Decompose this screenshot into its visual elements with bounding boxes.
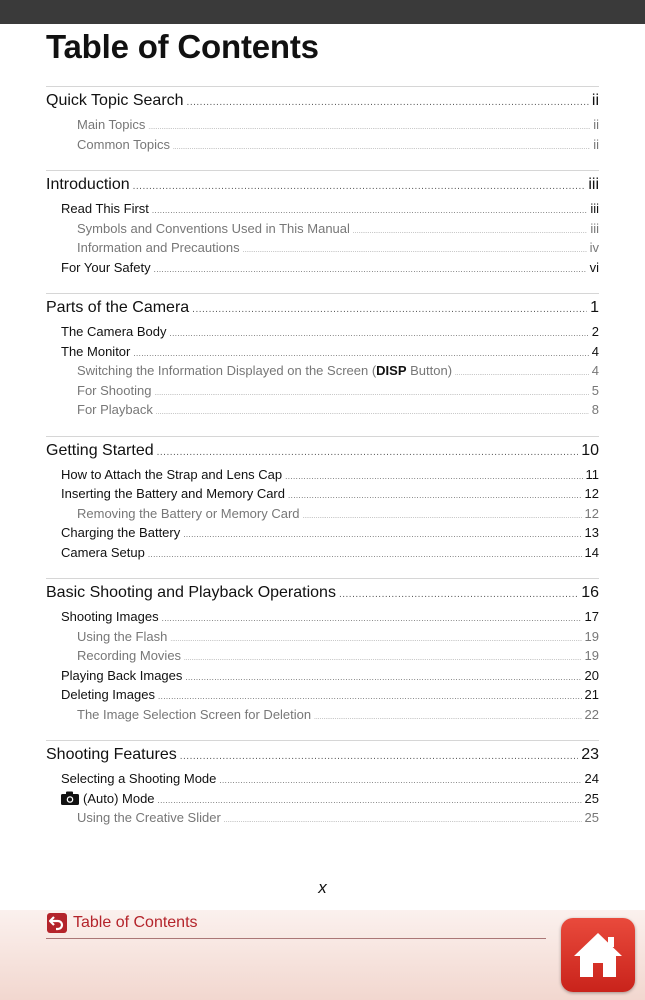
dot-leader xyxy=(285,472,582,481)
dot-leader xyxy=(183,530,581,539)
toc-entry[interactable] xyxy=(46,201,599,221)
toc-entry-label: Inserting the Battery and Memory Card xyxy=(61,486,285,501)
camera-icon xyxy=(61,791,79,805)
toc-entry-page: 19 xyxy=(584,648,599,663)
dot-leader xyxy=(219,776,581,785)
dot-leader xyxy=(192,304,587,315)
dot-leader xyxy=(133,181,586,192)
home-icon xyxy=(568,925,628,985)
toc-entry-label: Camera Setup xyxy=(61,544,145,560)
toc-entry-page: iii xyxy=(588,176,599,193)
dot-leader xyxy=(455,371,589,377)
toc-entry-page: 10 xyxy=(581,441,599,459)
toc-entry-label: Deleting Images xyxy=(61,687,155,702)
toc-entry-label xyxy=(77,363,452,378)
toc-entry-label: Information and Precautions xyxy=(77,240,240,255)
toc-entry-label: Using the Creative Slider xyxy=(77,810,221,825)
toc-entry-label: How to Attach the Strap and Lens Cap xyxy=(61,466,283,482)
toc-section xyxy=(46,293,599,422)
toc-entry[interactable] xyxy=(46,363,599,383)
toc-entry-label: The Image Selection Screen for Deletion xyxy=(77,706,312,722)
toc-entry-page: 19 xyxy=(584,628,599,644)
toc-entry-text: Switching the Information Displayed on the Screen ( xyxy=(77,363,377,378)
dot-leader xyxy=(170,329,589,338)
dot-leader xyxy=(162,614,582,623)
dot-leader xyxy=(158,692,582,701)
toc-entry[interactable] xyxy=(46,402,599,422)
toc-entry-label: Using the Flash xyxy=(77,628,168,644)
toc-entry[interactable] xyxy=(46,324,599,344)
toc-entry-label: Shooting Features xyxy=(46,746,177,763)
toc-entry-label: Charging the Battery xyxy=(61,525,181,540)
toc-entry-page: 14 xyxy=(584,544,599,560)
toc-entry[interactable] xyxy=(46,687,599,707)
dot-leader xyxy=(154,265,587,274)
toc-section xyxy=(46,436,599,565)
toc-entry-text: Button) xyxy=(406,363,453,378)
toc-entry-label: Parts of the Camera xyxy=(46,299,190,316)
toc-entry[interactable] xyxy=(46,629,599,649)
toc-entry[interactable] xyxy=(46,584,599,609)
page-title: Table of Contents xyxy=(46,28,319,65)
toc-entry-label: Recording Movies xyxy=(77,648,182,663)
toc-entry-page: 4 xyxy=(591,363,599,378)
toc-entry[interactable] xyxy=(46,791,599,811)
table-of-contents-link-label: Table of Contents xyxy=(73,914,198,931)
dot-leader xyxy=(148,125,590,131)
toc-entry-label: For Playback xyxy=(77,402,153,417)
dot-leader xyxy=(180,751,578,762)
toc-entry-label: Shooting Images xyxy=(61,609,159,624)
toc-entry-page: iv xyxy=(589,240,599,255)
home-button[interactable] xyxy=(561,918,635,992)
toc-entry[interactable] xyxy=(46,810,599,830)
toc-entry-page: 12 xyxy=(584,505,599,521)
toc-entry[interactable] xyxy=(46,383,599,403)
dot-leader xyxy=(314,715,581,721)
toc-entry-label: Symbols and Conventions Used in This Manual xyxy=(77,220,350,236)
toc-entry-label: Main Topics xyxy=(77,117,146,132)
toc-entry[interactable] xyxy=(46,240,599,260)
toc-entry-page: 21 xyxy=(584,687,599,702)
toc-entry-label: Selecting a Shooting Mode xyxy=(61,771,217,786)
dot-leader xyxy=(187,97,589,108)
toc-entry-page: 17 xyxy=(584,609,599,624)
toc-entry-page: 11 xyxy=(585,466,599,482)
dot-leader xyxy=(339,589,578,600)
toc-section xyxy=(46,740,599,830)
toc-entry-page: iii xyxy=(590,201,599,216)
toc-entry[interactable] xyxy=(46,260,599,280)
toc-entry-label xyxy=(61,791,155,806)
toc-entry-page: 13 xyxy=(584,525,599,540)
toc-entry[interactable] xyxy=(46,545,599,565)
disp-button-label: DISP xyxy=(376,363,407,378)
toc-entry-label: The Camera Body xyxy=(61,324,167,339)
toc-entry-label: For Your Safety xyxy=(61,259,151,275)
table-of-contents xyxy=(46,86,599,830)
toc-entry[interactable] xyxy=(46,525,599,545)
dot-leader xyxy=(148,550,582,559)
toc-entry-page: 1 xyxy=(590,299,599,316)
toc-entry-label: Introduction xyxy=(46,176,130,193)
toc-entry[interactable] xyxy=(46,137,599,157)
dot-leader xyxy=(185,673,581,682)
toc-entry-label: The Monitor xyxy=(61,343,131,359)
toc-entry[interactable] xyxy=(46,117,599,137)
toc-entry-text: (Auto) Mode xyxy=(83,790,155,806)
toc-entry-page: ii xyxy=(593,117,599,132)
toc-entry[interactable] xyxy=(46,506,599,526)
toc-entry-page: 5 xyxy=(591,382,599,398)
toc-entry-page: iii xyxy=(590,220,599,236)
dot-leader xyxy=(157,447,579,458)
dot-leader xyxy=(353,229,587,235)
toc-entry-page: 20 xyxy=(584,667,599,683)
toc-entry[interactable] xyxy=(46,668,599,688)
toc-entry-page: vi xyxy=(589,259,599,275)
toc-entry[interactable] xyxy=(46,648,599,668)
dot-leader xyxy=(288,491,582,500)
toc-entry-page: 23 xyxy=(581,746,599,763)
toc-entry[interactable] xyxy=(46,221,599,241)
toc-entry-label: Basic Shooting and Playback Operations xyxy=(46,584,336,601)
toc-entry-page: 12 xyxy=(584,486,599,501)
toc-section xyxy=(46,578,599,726)
toc-entry[interactable] xyxy=(46,467,599,487)
toc-entry-label: Quick Topic Search xyxy=(46,92,184,109)
toc-entry[interactable] xyxy=(46,299,599,324)
dot-leader xyxy=(224,818,582,824)
toc-entry-page: 25 xyxy=(584,790,599,806)
toc-entry-page: 4 xyxy=(591,343,599,359)
toc-entry-label: Removing the Battery or Memory Card xyxy=(77,505,300,521)
toc-entry-label: Read This First xyxy=(61,201,149,216)
toc-entry-label: Getting Started xyxy=(46,441,154,459)
toc-entry-page: 2 xyxy=(591,324,599,339)
toc-entry[interactable] xyxy=(46,344,599,364)
toc-entry[interactable] xyxy=(46,92,599,117)
top-bar xyxy=(0,0,645,24)
toc-entry-page: ii xyxy=(593,136,599,152)
dot-leader xyxy=(184,656,581,662)
toc-entry-page: 16 xyxy=(581,584,599,601)
dot-leader xyxy=(156,410,589,416)
toc-section xyxy=(46,86,599,156)
dot-leader xyxy=(154,391,588,397)
toc-entry-page: 22 xyxy=(584,706,599,722)
toc-entry[interactable] xyxy=(46,176,599,201)
toc-section xyxy=(46,170,599,279)
toc-entry-page: 25 xyxy=(584,810,599,825)
toc-entry[interactable] xyxy=(46,707,599,727)
toc-entry-label: For Shooting xyxy=(77,382,152,398)
toc-entry-page: ii xyxy=(591,92,599,109)
toc-entry-page: 24 xyxy=(584,771,599,786)
dot-leader xyxy=(173,145,590,151)
toc-entry-label: Common Topics xyxy=(77,136,170,152)
page-number: x xyxy=(318,878,327,897)
toc-entry[interactable] xyxy=(46,771,599,791)
toc-entry-label: Playing Back Images xyxy=(61,667,183,683)
toc-entry[interactable] xyxy=(46,746,599,771)
back-arrow-icon xyxy=(47,913,67,933)
dot-leader xyxy=(152,206,587,215)
footer-divider xyxy=(46,938,546,939)
dot-leader xyxy=(303,514,582,520)
toc-entry[interactable] xyxy=(46,486,599,506)
dot-leader xyxy=(133,349,588,358)
dot-leader xyxy=(170,637,581,643)
dot-leader xyxy=(243,248,587,254)
dot-leader xyxy=(158,796,582,805)
toc-entry-page: 8 xyxy=(591,402,599,417)
toc-entry[interactable] xyxy=(46,442,599,467)
table-of-contents-link[interactable] xyxy=(47,913,198,933)
toc-entry[interactable] xyxy=(46,609,599,629)
